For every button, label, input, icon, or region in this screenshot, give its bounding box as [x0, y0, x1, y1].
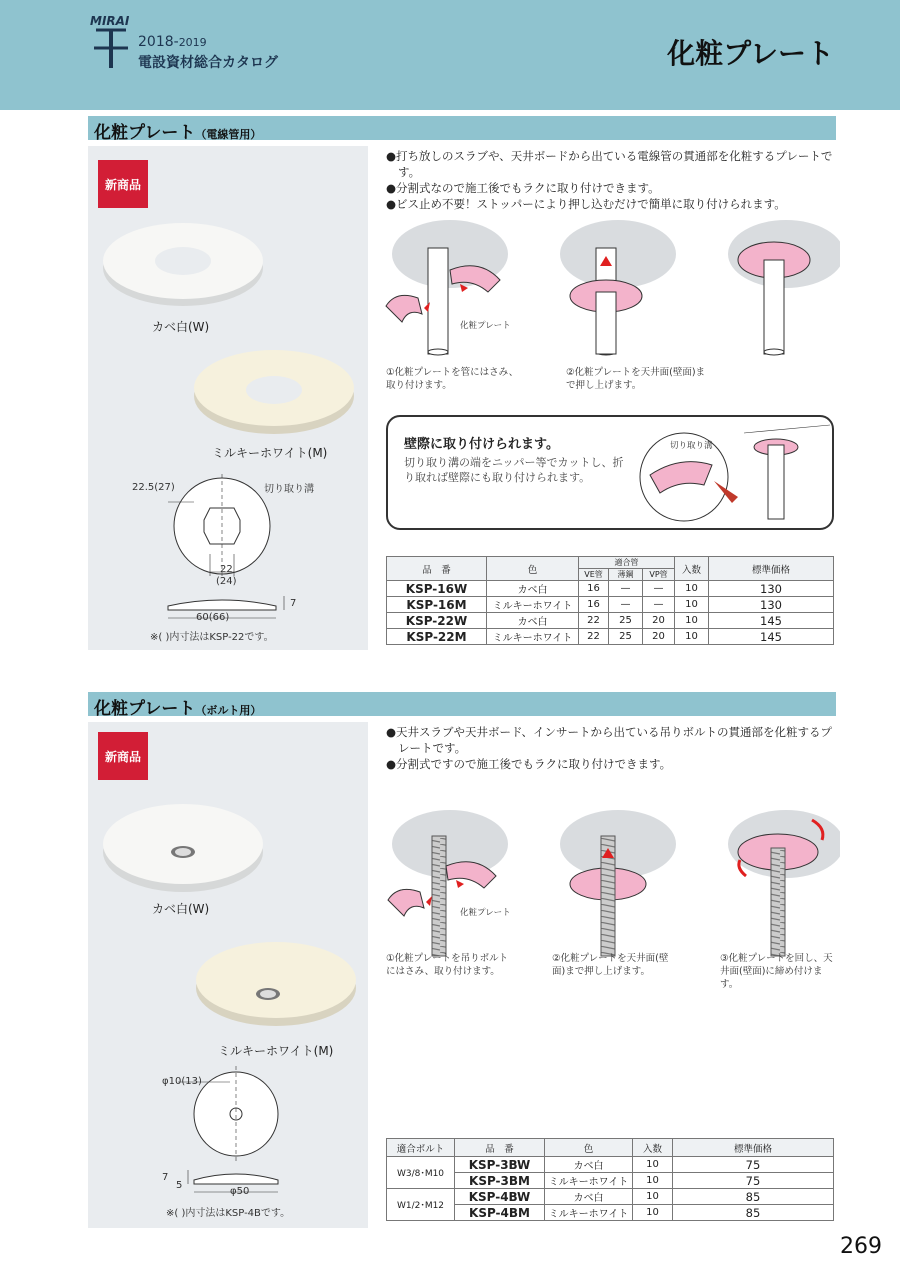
page-number: 269 [840, 1234, 882, 1259]
col-code: 品 番 [387, 557, 487, 581]
brand-logo-text: MIRAI [90, 14, 130, 28]
col-price: 標準価格 [673, 1139, 834, 1157]
section2-title: 化粧プレート [94, 699, 196, 719]
catalog-name: 電設資材総合カタログ [138, 55, 278, 71]
section1-dim-note: ※( )内寸法はKSP-22です。 [150, 632, 274, 643]
section2-title-bar [88, 692, 836, 719]
plate-milky-label: ミルキーホワイト(M) [212, 446, 328, 460]
table-row: KSP-22W カベ白 22 25 20 10 145 [387, 613, 834, 629]
plate-milky-photo [184, 332, 364, 442]
dim-groove-label: 切り取り溝 [264, 484, 314, 495]
section2-features [386, 724, 836, 772]
dim-7-label: 7 [162, 1172, 169, 1183]
step2-caption: ②化粧プレートを天井面(壁面)まで押し上げます。 [552, 953, 669, 977]
bolt-plate-white-photo [98, 782, 278, 902]
table-row: W1/2･M12 KSP-4BW カベ白 10 85 [387, 1189, 834, 1205]
section1-spec-table [386, 556, 834, 645]
step2-caption: ②化粧プレートを天井面(壁面)まで押し上げます。 [566, 367, 706, 391]
section2-install-steps [380, 808, 840, 958]
section1-title: 化粧プレート [94, 123, 196, 143]
feature-item: ●天井スラブや天井ボード、インサートから出ている吊りボルトの貫通部を化粧するプレートです。 [386, 725, 832, 755]
plate-white-photo [98, 206, 278, 316]
feature-item: ●ビス止め不要！ストッパーにより押し込むだけで簡単に取り付けられます。 [386, 197, 786, 211]
plate-callout-label: 化粧プレート [460, 321, 511, 331]
table-row: KSP-22M ミルキーホワイト 22 25 20 10 145 [387, 629, 834, 645]
section1-photo-panel [88, 146, 368, 650]
dim-22-label: 22 [220, 564, 233, 575]
feature-item: ●分割式ですので施工後でもラクに取り付けできます。 [386, 757, 672, 771]
bolt-plate-milky-photo [188, 922, 368, 1032]
header-band [0, 0, 900, 110]
bolt-plate-milky-label: ミルキーホワイト(M) [218, 1044, 334, 1058]
col-pipe: 適合管 [579, 557, 675, 569]
col-bolt: 適合ボルト [387, 1139, 455, 1157]
new-product-badge: 新商品 [98, 160, 148, 208]
wall-install-illustration [634, 421, 834, 527]
page-title: 化粧プレート [667, 37, 834, 70]
section1-title-bar [88, 116, 836, 143]
section1-features [386, 148, 836, 212]
col-price: 標準価格 [709, 557, 834, 581]
dim-left-label: 22.5(27) [132, 482, 175, 493]
wall-groove-label: 切り取り溝 [670, 441, 713, 451]
section2-spec-table [386, 1138, 834, 1221]
col-color: 色 [545, 1139, 633, 1157]
table-row: KSP-3BM ミルキーホワイト 10 75 [387, 1173, 834, 1189]
section1-install-steps [380, 218, 840, 368]
step3-caption: ③化粧プレートを回し、天井面(壁面)に締め付けます。 [720, 953, 833, 990]
col-qty: 入数 [633, 1139, 673, 1157]
dim-24-label: (24) [216, 576, 237, 587]
brand-logo-icon [92, 26, 132, 70]
col-thin: 薄鋼 [609, 569, 643, 581]
col-qty: 入数 [675, 557, 709, 581]
col-code: 品 番 [455, 1139, 545, 1157]
wall-heading: 壁際に取り付けられます。 [404, 437, 559, 452]
step1-caption: ①化粧プレートを吊りボルトにはさみ、取り付けます。 [386, 953, 509, 977]
section1-subtitle: （電線管用） [195, 128, 262, 141]
table-row: KSP-16W カベ白 16 — — 10 130 [387, 581, 834, 597]
wall-install-box [386, 415, 834, 530]
col-color: 色 [487, 557, 579, 581]
step1-caption: ①化粧プレートを管にはさみ、取り付けます。 [386, 367, 519, 391]
dim-60-label: 60(66) [196, 612, 230, 623]
section2-subtitle: （ボルト用） [195, 704, 262, 717]
section2-dim-note: ※( )内寸法はKSP-4Bです。 [166, 1208, 291, 1219]
new-product-badge: 新商品 [98, 732, 148, 780]
table-row: KSP-16M ミルキーホワイト 16 — — 10 130 [387, 597, 834, 613]
table-row: W3/8･M10 KSP-3BW カベ白 10 75 [387, 1157, 834, 1173]
dim-5-label: 5 [176, 1180, 183, 1191]
feature-item: ●分割式なので施工後でもラクに取り付けできます。 [386, 181, 660, 195]
col-vp: VP管 [643, 569, 675, 581]
dim-phi10-label: φ10(13) [162, 1076, 202, 1087]
bolt-plate-white-label: カベ白(W) [152, 902, 210, 916]
wall-body: 切り取り溝の端をニッパー等でカットし、折り取れば壁際にも取り付けられます。 [404, 456, 624, 484]
table-row: KSP-4BM ミルキーホワイト 10 85 [387, 1205, 834, 1221]
feature-item: ●打ち放しのスラブや、天井ボードから出ている電線管の貫通部を化粧するプレートです。 [386, 149, 833, 179]
section2-photo-panel [88, 722, 368, 1228]
plate-white-label: カベ白(W) [152, 320, 210, 334]
plate-callout-label: 化粧プレート [460, 908, 511, 918]
dim-phi50-label: φ50 [230, 1186, 250, 1197]
col-ve: VE管 [579, 569, 609, 581]
catalog-year: 2018-2019 [138, 34, 207, 50]
section1-dimension-drawing [128, 468, 348, 648]
dim-7-label: 7 [290, 598, 297, 609]
